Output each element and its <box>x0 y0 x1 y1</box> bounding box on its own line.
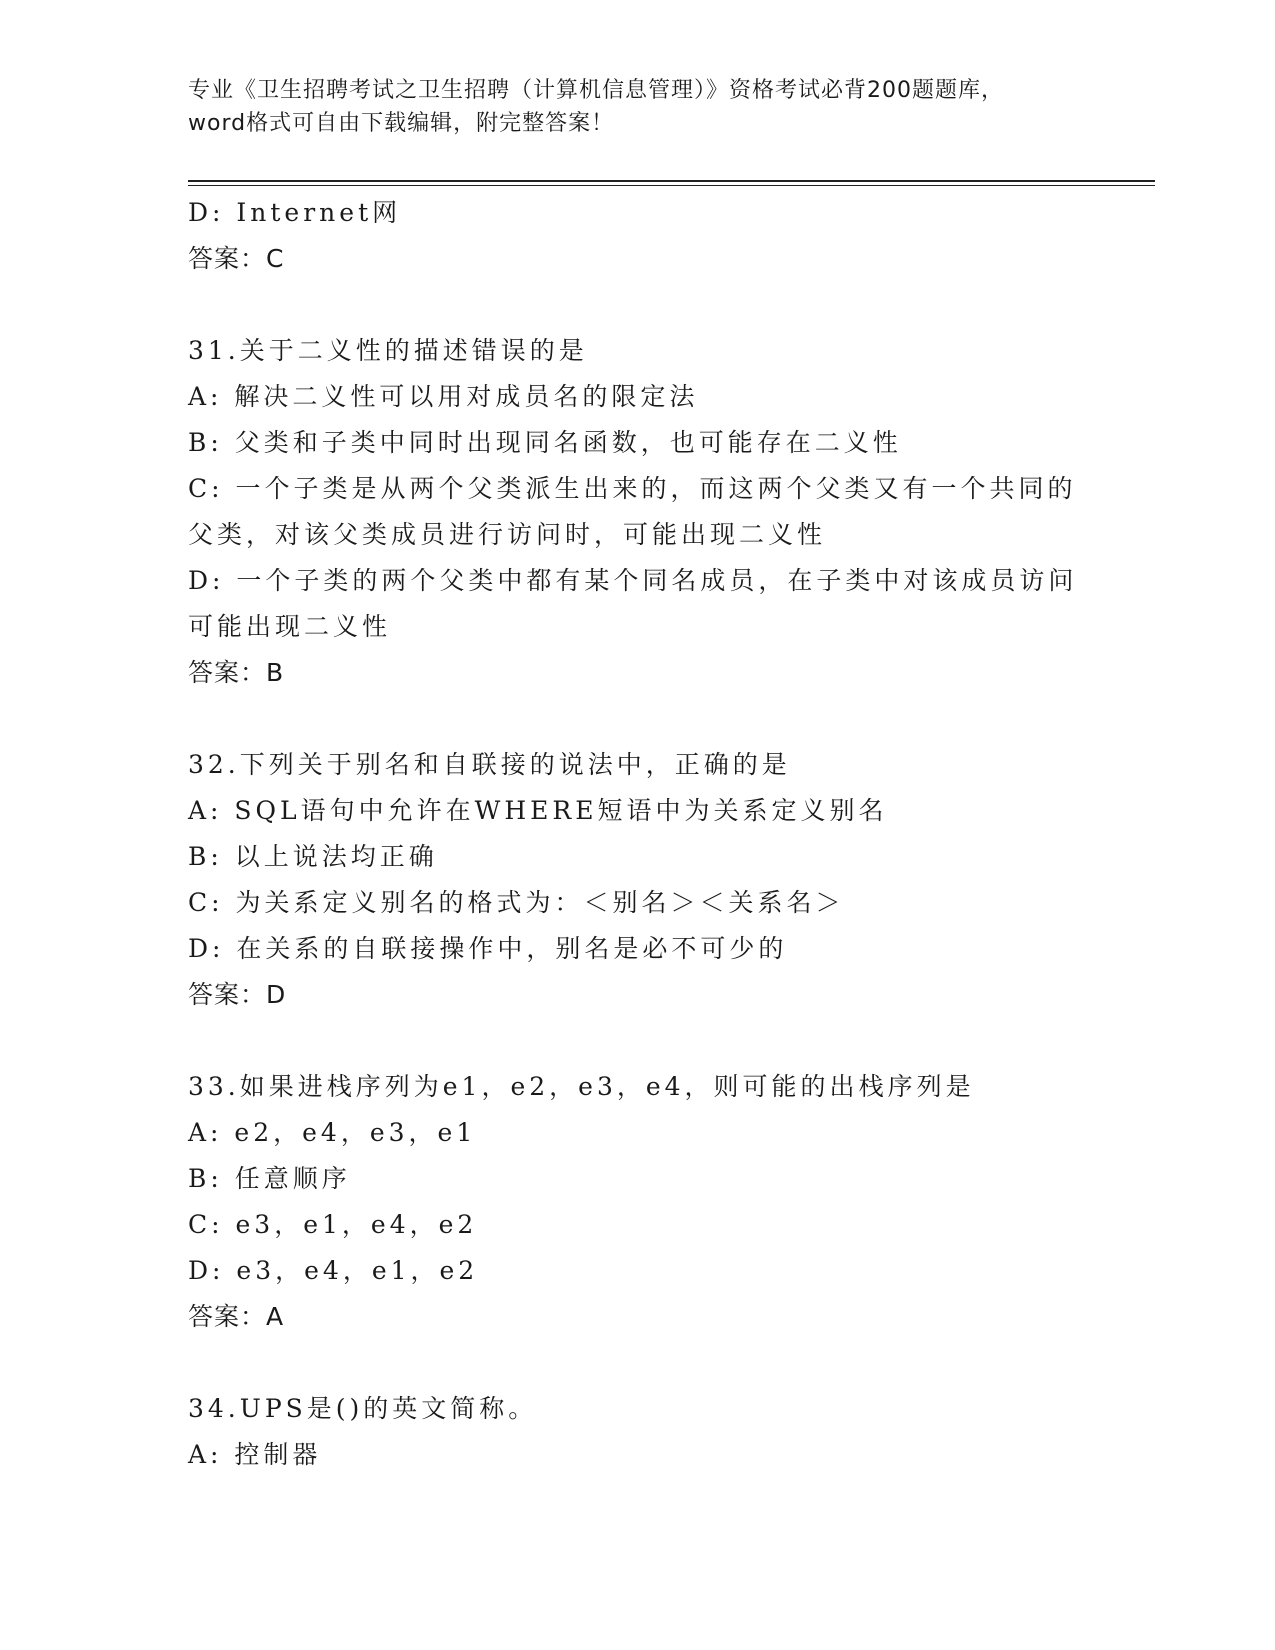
spacer <box>188 282 1148 328</box>
option-d: D: e3，e4，e1，e2 <box>188 1256 479 1285</box>
option-a: A: e2，e4，e3，e1 <box>188 1118 477 1147</box>
header-divider-thick <box>188 180 1155 182</box>
option-d: D: 在关系的自联接操作中，别名是必不可少的 <box>188 934 788 963</box>
option-d: D: 一个子类的两个父类中都有某个同名成员，在子类中对该成员访问 <box>188 566 1078 595</box>
question-31 <box>188 328 1148 696</box>
document-header <box>188 74 1088 140</box>
question-33 <box>188 1064 1148 1340</box>
header-title-line-2: word格式可自由下载编辑，附完整答案！ <box>188 111 615 136</box>
answer: 答案：D <box>188 980 287 1009</box>
option-c: C: 一个子类是从两个父类派生出来的，而这两个父类又有一个共同的 <box>188 474 1077 503</box>
question-stem: 31.关于二义性的描述错误的是 <box>188 336 588 365</box>
option-d-continued: 可能出现二义性 <box>188 612 392 641</box>
answer: 答案：B <box>188 658 285 687</box>
option-c: C: e3，e1，e4，e2 <box>188 1210 478 1239</box>
option-b: B: 以上说法均正确 <box>188 842 438 871</box>
question-34 <box>188 1386 1148 1478</box>
previous-option-d: D: Internet网 <box>188 198 402 227</box>
option-c-continued: 父类，对该父类成员进行访问时，可能出现二义性 <box>188 520 827 549</box>
option-a: A: SQL语句中允许在WHERE短语中为关系定义别名 <box>188 796 888 825</box>
question-stem: 34.UPS是()的英文简称。 <box>188 1394 538 1423</box>
previous-answer: 答案：C <box>188 244 285 273</box>
option-a: A: 控制器 <box>188 1440 322 1469</box>
option-b: B: 父类和子类中同时出现同名函数，也可能存在二义性 <box>188 428 902 457</box>
header-title-line-1: 专业《卫生招聘考试之卫生招聘（计算机信息管理）》资格考试必背200题题库， <box>188 78 1004 103</box>
spacer <box>188 1018 1148 1064</box>
option-a: A: 解决二义性可以用对成员名的限定法 <box>188 382 699 411</box>
answer: 答案：A <box>188 1302 285 1331</box>
option-b: B: 任意顺序 <box>188 1164 351 1193</box>
question-stem: 32.下列关于别名和自联接的说法中，正确的是 <box>188 750 791 779</box>
option-c: C: 为关系定义别名的格式为：＜别名＞＜关系名＞ <box>188 888 845 917</box>
question-32 <box>188 742 1148 1018</box>
question-stem: 33.如果进栈序列为e1，e2，e3，e4，则可能的出栈序列是 <box>188 1072 975 1101</box>
header-divider-thin <box>188 185 1155 186</box>
spacer <box>188 696 1148 742</box>
spacer <box>188 1340 1148 1386</box>
question-list <box>188 190 1148 1478</box>
